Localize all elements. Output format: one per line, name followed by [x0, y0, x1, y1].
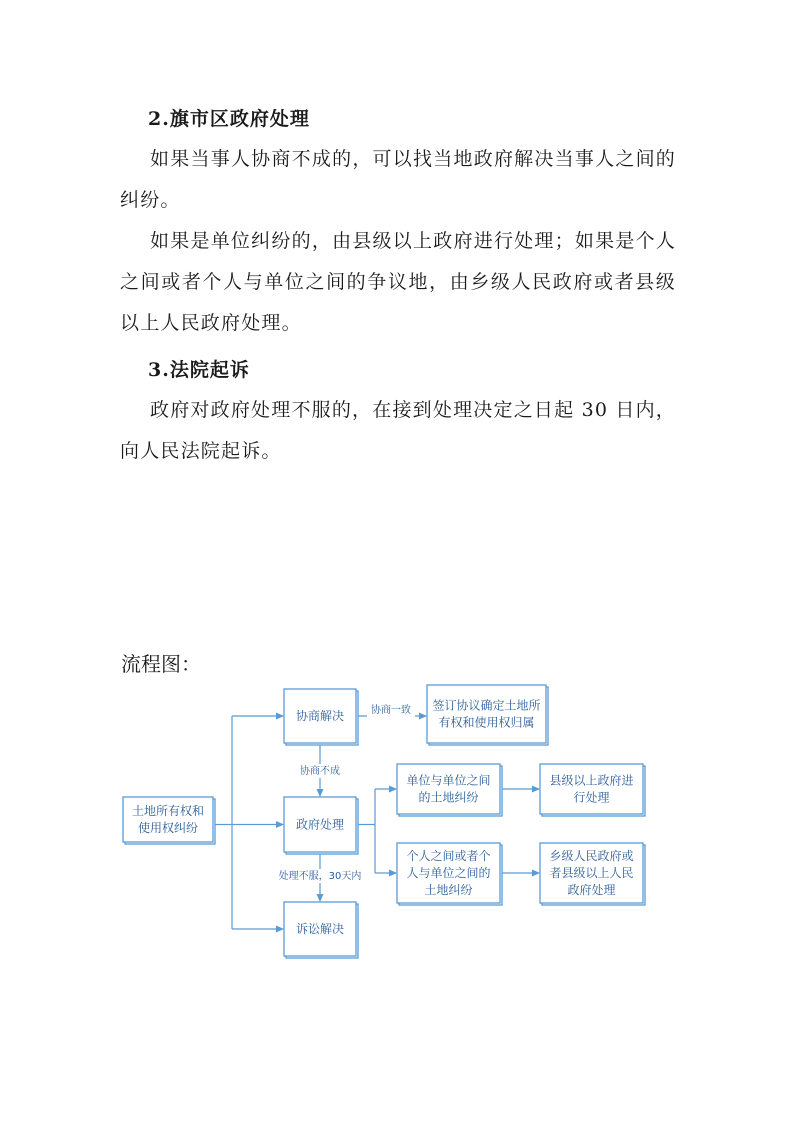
flow-node-label: 行处理 — [573, 790, 610, 805]
flow-node-county-gov — [540, 764, 645, 816]
flow-node-unit-dispute — [397, 764, 502, 816]
flow-node-label: 个人之间或者个 — [406, 849, 491, 863]
flow-node-label: 政府处理 — [295, 817, 345, 832]
flow-node-label: 单位与单位之间 — [406, 773, 491, 788]
flow-node-label: 人与单位之间的 — [406, 866, 491, 880]
flow-node-government — [284, 797, 358, 854]
flow-node-label: 的土地纠纷 — [418, 790, 479, 805]
flow-node-dispute — [123, 797, 215, 844]
section-heading-court: 3.法院起诉 — [148, 359, 250, 381]
flow-node-label: 协商解决 — [295, 709, 345, 723]
flow-node-label: 有权和使用权归属 — [438, 715, 535, 730]
flow-node-label: 诉讼解决 — [295, 922, 345, 936]
flow-node-negotiate — [284, 689, 358, 745]
section-heading-government: 2.旗市区政府处理 — [148, 108, 310, 130]
edge-label-agree: 协商一致 — [371, 705, 411, 716]
flowchart-title: 流程图： — [121, 652, 201, 676]
flow-node-township-gov — [540, 843, 645, 905]
flow-node-agreement — [427, 685, 548, 745]
edge-label-appeal: 处理不服，30天内 — [278, 871, 362, 882]
flow-node-label: 土地纠纷 — [424, 883, 473, 897]
edge-label-fail: 协商不成 — [300, 766, 340, 777]
paragraph-court-appeal: 政府对政府处理不服的，在接到处理决定之日起 30 日内，向人民法院起诉。 — [120, 399, 676, 462]
flow-node-label: 土地所有权和 — [131, 804, 205, 818]
flow-node-personal-dispute — [397, 843, 502, 905]
flow-node-litigation — [284, 902, 358, 958]
flow-node-label: 政府处理 — [567, 883, 616, 897]
flow-node-label: 县级以上政府进 — [549, 773, 634, 788]
paragraph-negotiation-failed: 如果当事人协商不成的，可以找当地政府解决当事人之间的纠纷。 — [120, 148, 676, 211]
flow-node-label: 者县级以上人民 — [549, 866, 634, 880]
flow-node-label: 使用权纠纷 — [137, 821, 199, 835]
paragraph-handling-levels: 如果是单位纠纷的，由县级以上政府进行处理；如果是个人之间或者个人与单位之间的争议地，由乡级人民政府或者县级以上人民政府处理。 — [120, 230, 676, 334]
flow-node-label: 乡级人民政府或 — [549, 849, 634, 863]
flow-node-label: 签订协议确定土地所 — [432, 698, 541, 713]
